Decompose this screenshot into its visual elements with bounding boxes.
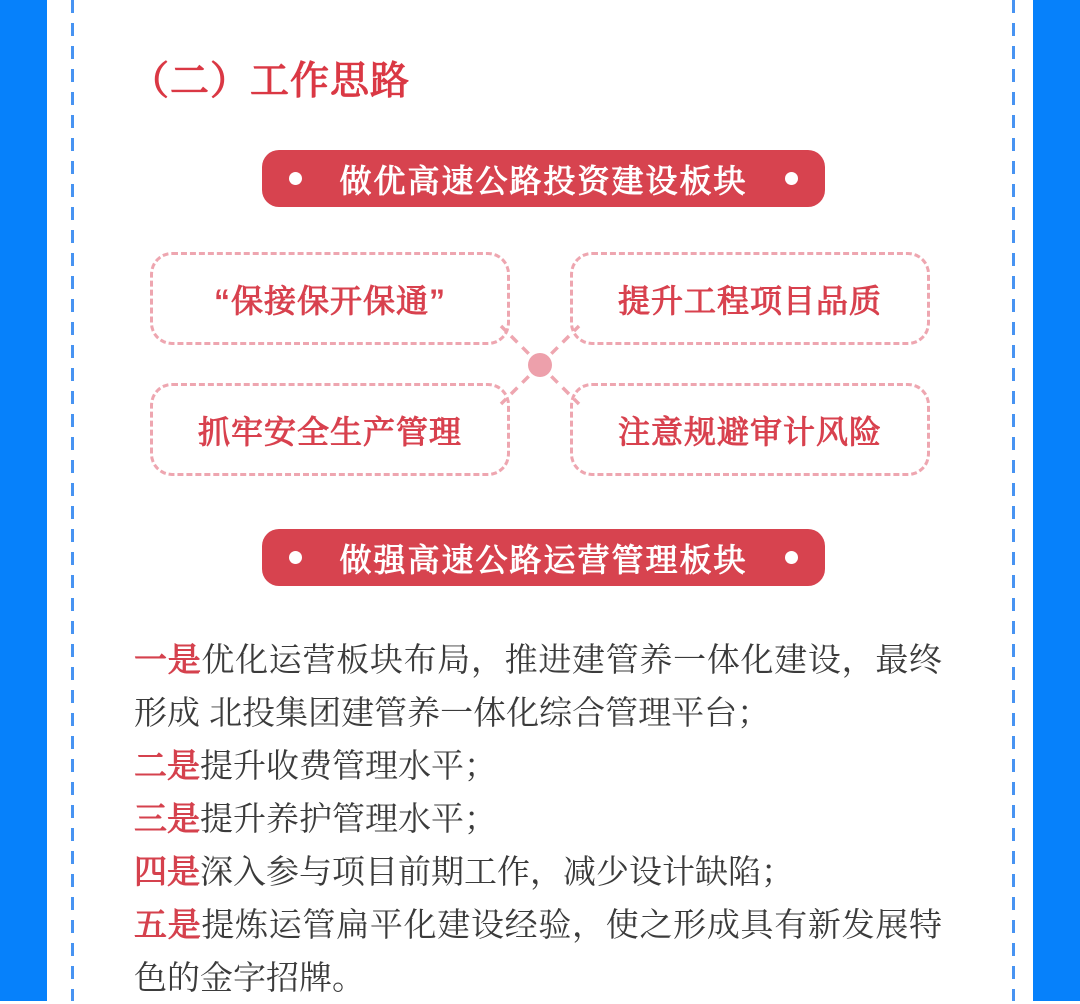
paragraph-number: 四是: [134, 853, 200, 890]
bullet-dot-icon: [785, 551, 798, 564]
left-blue-bar: [0, 0, 47, 1001]
bullet-dot-icon: [289, 551, 302, 564]
body-paragraph: [134, 898, 942, 1004]
strategy-box-label: 注意规避审计风险: [617, 413, 882, 450]
bullet-dot-icon: [289, 172, 302, 185]
body-paragraph: [134, 792, 942, 845]
paragraph-text: 优化运营板块布局，推进建管养一体化建设，最终形成 北投集团建管养一体化综合管理平台；: [134, 641, 943, 731]
strategy-box: [570, 383, 930, 476]
strategy-box: [570, 252, 930, 345]
connector-hub-icon: [487, 312, 593, 418]
paragraph-text: 提炼运管扁平化建设经验，使之形成具有新发展特色的金字招牌。: [134, 906, 943, 996]
paragraph-text: 深入参与项目前期工作，减少设计缺陷；: [200, 853, 794, 890]
body-paragraph: [134, 739, 942, 792]
strategy-box: [150, 252, 510, 345]
paragraph-number: 五是: [134, 906, 202, 943]
paragraph-text: 提升养护管理水平；: [200, 800, 497, 837]
paragraph-number: 一是: [134, 641, 202, 678]
strategy-box-label: 提升工程项目品质: [617, 282, 882, 319]
banner-label: 做强高速公路运营管理板块: [339, 541, 748, 578]
bullet-dot-icon: [785, 172, 798, 185]
body-text-block: [134, 633, 942, 1004]
body-paragraph: [134, 845, 942, 898]
strategy-box: [150, 383, 510, 476]
section-title: （二）工作思路: [130, 60, 411, 103]
paragraph-number: 二是: [134, 747, 200, 784]
body-paragraph: [134, 633, 942, 739]
banner-investment-construction: [262, 150, 825, 207]
paragraph-number: 三是: [134, 800, 200, 837]
right-dashed-line: [1012, 0, 1015, 1001]
strategy-box-label: 抓牢安全生产管理: [197, 413, 462, 450]
right-blue-bar: [1033, 0, 1080, 1001]
strategy-box-label: “保接保开保通”: [213, 282, 446, 319]
left-dashed-line: [71, 0, 74, 1001]
paragraph-text: 提升收费管理水平；: [200, 747, 497, 784]
banner-label: 做优高速公路投资建设板块: [339, 162, 748, 199]
banner-operation-management: [262, 529, 825, 586]
